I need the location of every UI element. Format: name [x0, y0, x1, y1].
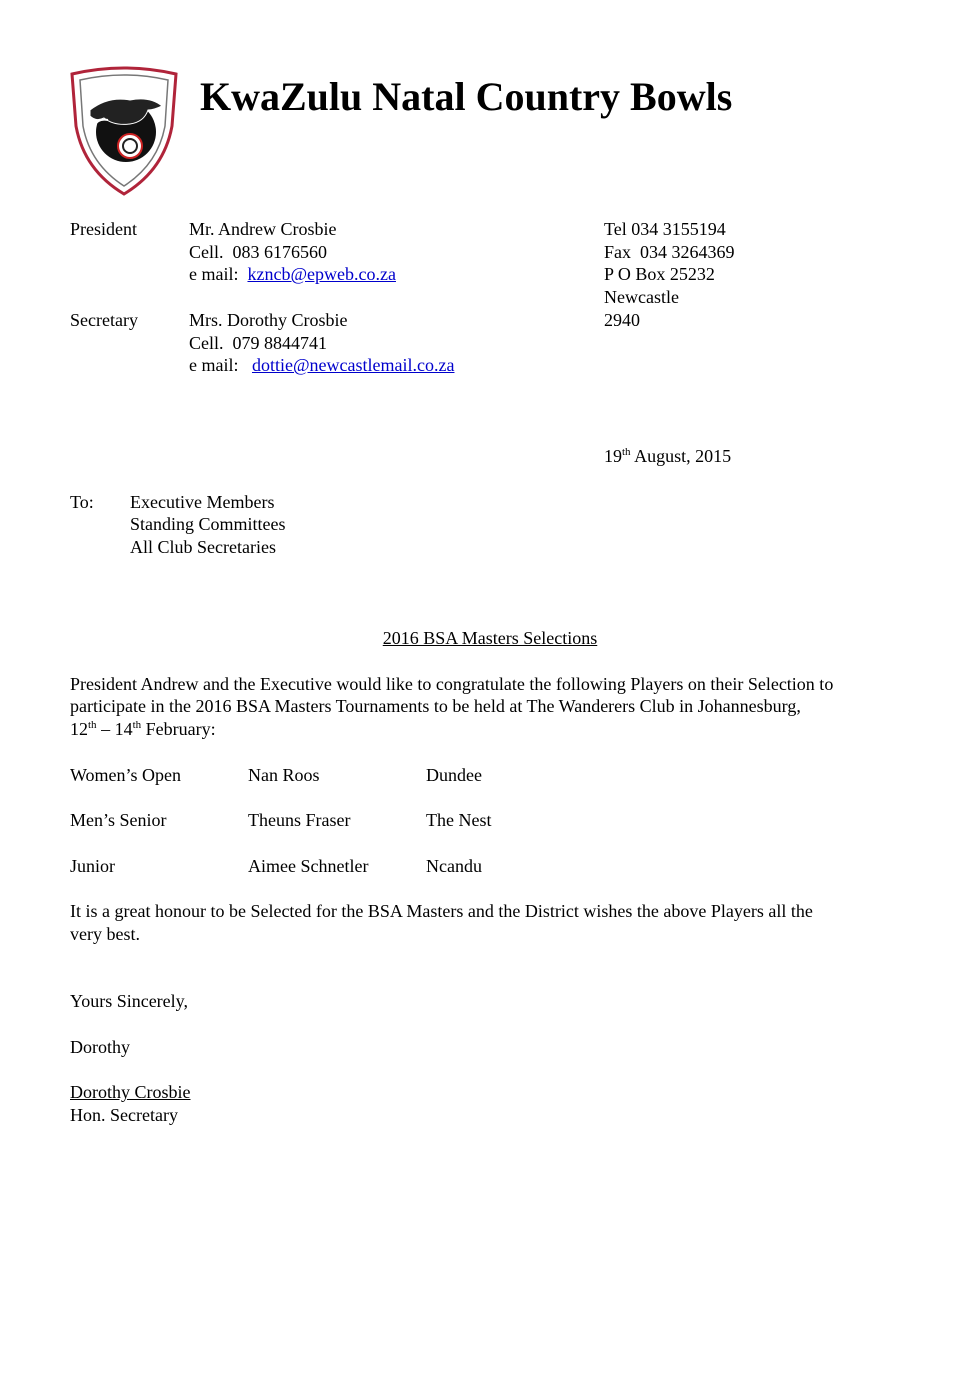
date-day: 19	[604, 446, 622, 466]
recipient-item: All Club Secretaries	[130, 537, 276, 557]
selection-category: Men’s Senior	[70, 810, 167, 830]
secretary-cell-label: Cell.	[189, 333, 224, 353]
closing-line-2: very best.	[70, 924, 140, 944]
shield-crest-icon	[68, 66, 180, 198]
selection-club: Ncandu	[426, 856, 482, 876]
intro-dates	[70, 718, 216, 740]
secretary-email	[189, 354, 454, 376]
dates-start-suffix: th	[88, 719, 97, 731]
president-cell-label: Cell.	[189, 242, 224, 262]
president-name: Mr. Andrew Crosbie	[189, 219, 337, 239]
dates-start: 12	[70, 719, 88, 739]
dates-mid: – 14	[96, 719, 133, 739]
selection-category: Junior	[70, 856, 115, 876]
intro-line-1: President Andrew and the Executive would like to congratulate the following Players on their Selection to	[70, 674, 834, 694]
signoff-position: Hon. Secretary	[70, 1105, 178, 1125]
secretary-name: Mrs. Dorothy Crosbie	[189, 310, 348, 330]
selection-category: Women’s Open	[70, 765, 182, 785]
letter-date	[604, 445, 731, 467]
address-code: 2940	[604, 310, 640, 330]
recipients-label: To:	[70, 492, 94, 512]
secretary-cell	[189, 332, 327, 354]
date-suffix: th	[622, 446, 631, 458]
recipient-item: Executive Members	[130, 492, 275, 512]
dates-end-suffix: th	[132, 719, 142, 731]
address-city: Newcastle	[604, 287, 679, 307]
secretary-cell-number: 079 8844741	[232, 333, 327, 353]
recipient-item: Standing Committees	[130, 514, 286, 534]
president-email-link[interactable]: kzncb@epweb.co.za	[247, 264, 396, 284]
president-cell-number: 083 6176560	[232, 242, 327, 262]
president-email-label: e mail:	[189, 264, 239, 284]
selection-player: Theuns Fraser	[248, 810, 351, 830]
intro-line-2: participate in the 2016 BSA Masters Tournaments to be held at The Wanderers Club in Johannesburg,	[70, 696, 801, 716]
secretary-email-link[interactable]: dottie@newcastlemail.co.za	[251, 355, 455, 375]
org-title: KwaZulu Natal Country Bowls	[200, 74, 733, 119]
selection-player: Aimee Schnetler	[248, 856, 369, 876]
address-pobox: P O Box 25232	[604, 264, 715, 284]
secretary-email-label: e mail:	[189, 355, 239, 375]
selection-player: Nan Roos	[248, 765, 320, 785]
address-tel: Tel 034 3155194	[604, 219, 726, 239]
signoff-greeting: Yours Sincerely,	[70, 991, 189, 1011]
selection-club: The Nest	[426, 810, 492, 830]
signoff-full-name: Dorothy Crosbie	[70, 1082, 191, 1102]
address-fax: Fax 034 3264369	[604, 242, 735, 262]
selection-club: Dundee	[426, 765, 482, 785]
dates-end: February:	[141, 719, 216, 739]
president-email	[189, 263, 396, 285]
signoff-first-name: Dorothy	[70, 1037, 130, 1057]
president-role: President	[70, 219, 137, 239]
president-cell	[189, 241, 327, 263]
secretary-role: Secretary	[70, 310, 138, 330]
closing-line-1: It is a great honour to be Selected for the BSA Masters and the District wishes the above Players all the	[70, 901, 813, 921]
date-rest: August, 2015	[630, 446, 732, 466]
letter-subject: 2016 BSA Masters Selections	[382, 628, 598, 648]
